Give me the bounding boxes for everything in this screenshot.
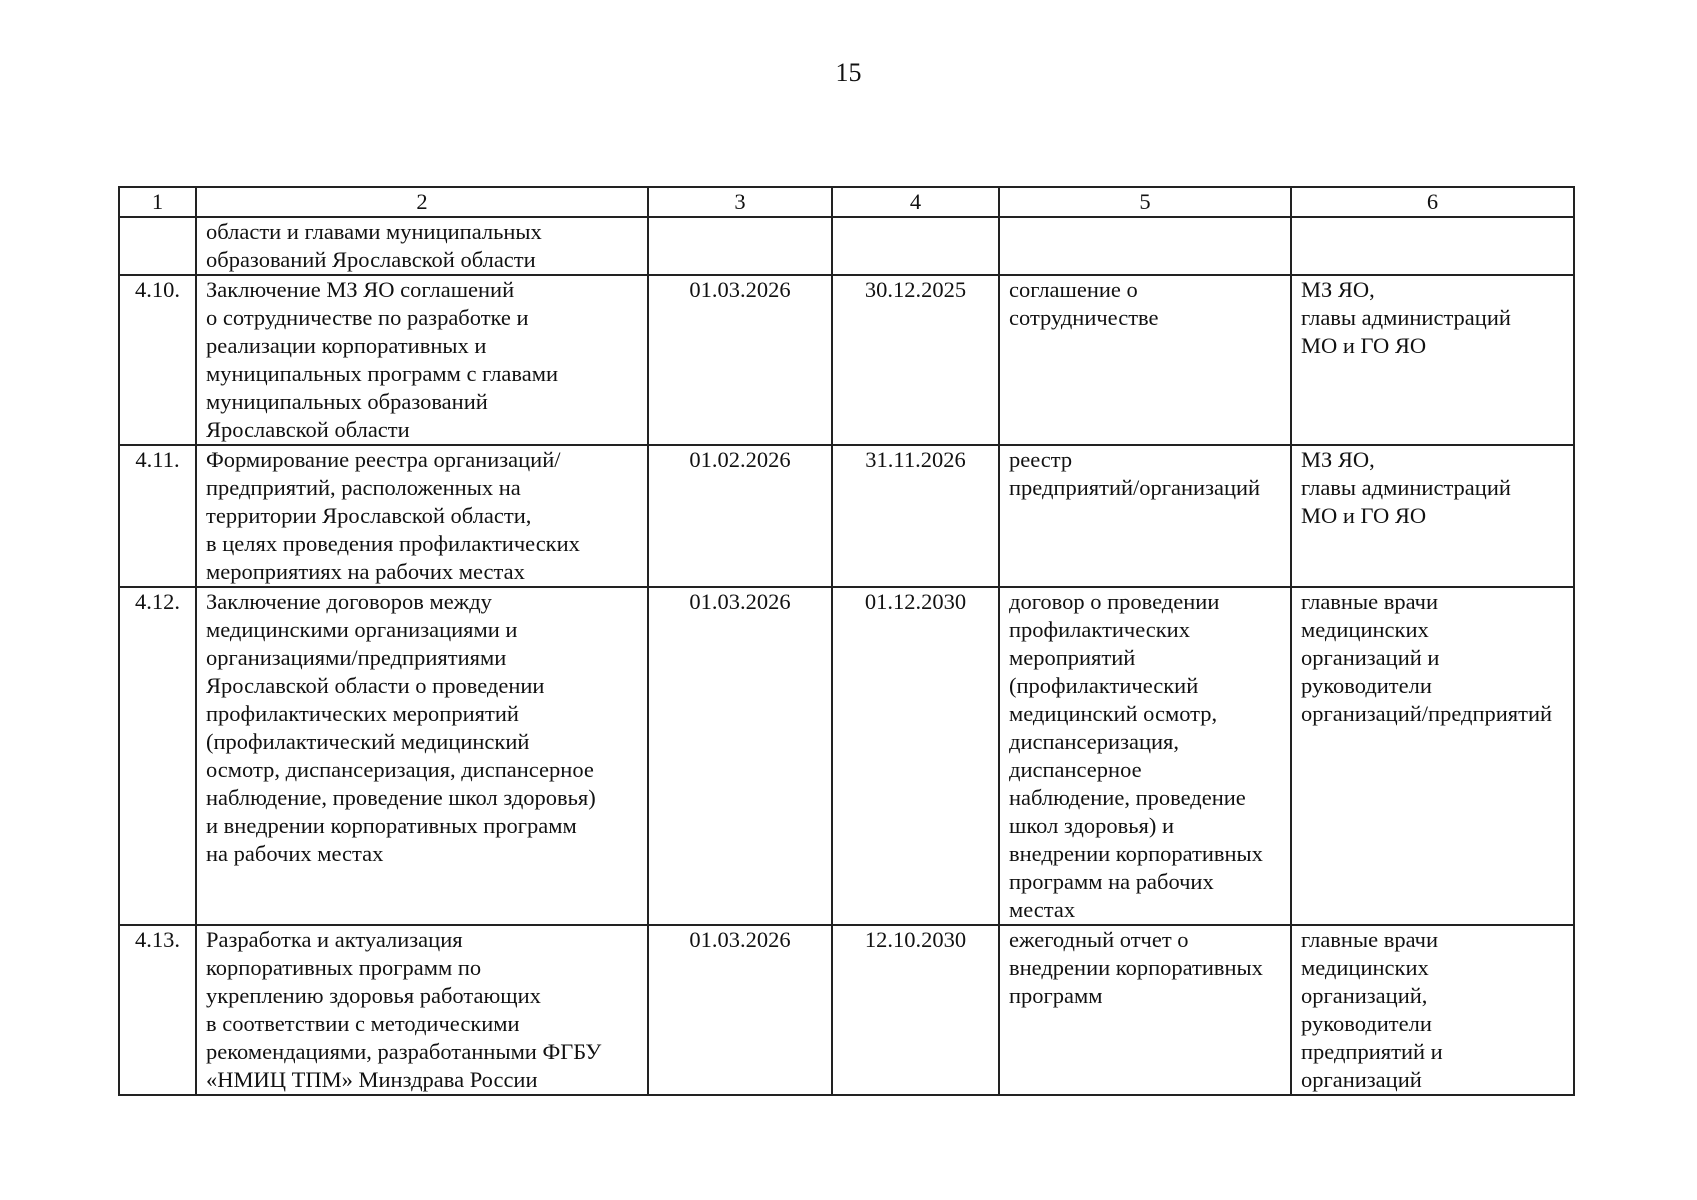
action-cell: Разработка и актуализация корпоративных программ по укреплению здоровья работающих в соответствии с методическими рекомендациями, разработанными ФГБУ «НМИЦ ТПМ» Минздрава России [196,925,648,1095]
column-number: 6 [1291,187,1574,217]
column-number: 4 [832,187,999,217]
result-cell: ежегодный отчет о внедрении корпоративных программ [999,925,1291,1095]
continuation-number-cell [119,217,196,275]
action-cell: Формирование реестра организаций/ предприятий, расположенных на территории Ярославской области, в целях проведения профилактических мероприятиях на рабочих местах [196,445,648,587]
column-number: 3 [648,187,832,217]
continuation-end-cell [832,217,999,275]
end-date-cell: 12.10.2030 [832,925,999,1095]
item-number-cell: 4.13. [119,925,196,1095]
column-number: 2 [196,187,648,217]
item-number-cell: 4.12. [119,587,196,925]
table-row [119,445,1574,587]
table-row [119,587,1574,925]
start-date-cell: 01.03.2026 [648,925,832,1095]
continuation-start-cell [648,217,832,275]
plan-table [118,186,1575,1096]
responsible-cell: главные врачи медицинских организаций, руководители предприятий и организаций [1291,925,1574,1095]
continuation-action-cell: области и главами муниципальных образований Ярославской области [196,217,648,275]
action-cell: Заключение МЗ ЯО соглашений о сотрудничестве по разработке и реализации корпоративных и муниципальных программ с главами муниципальных образований Ярославской области [196,275,648,445]
column-number: 1 [119,187,196,217]
result-cell: соглашение о сотрудничестве [999,275,1291,445]
action-cell: Заключение договоров между медицинскими организациями и организациями/предприятиями Ярославской области о проведении профилактических мероприятий (профилактический медицинский осмотр, диспансеризация, диспансерное наблюдение, проведение школ здоровья) и внедрении корпоративных программ на рабочих местах [196,587,648,925]
end-date-cell: 30.12.2025 [832,275,999,445]
item-number-cell: 4.10. [119,275,196,445]
start-date-cell: 01.03.2026 [648,275,832,445]
continuation-responsible-cell [1291,217,1574,275]
responsible-cell: МЗ ЯО, главы администраций МО и ГО ЯО [1291,275,1574,445]
start-date-cell: 01.03.2026 [648,587,832,925]
column-number-row [119,187,1574,217]
page-number: 15 [835,58,862,87]
table-row [119,925,1574,1095]
end-date-cell: 01.12.2030 [832,587,999,925]
table-row [119,275,1574,445]
column-number: 5 [999,187,1291,217]
item-number-cell: 4.11. [119,445,196,587]
result-cell: договор о проведении профилактических мероприятий (профилактический медицинский осмотр, диспансеризация, диспансерное наблюдение, проведение школ здоровья) и внедрении корпоративных программ на рабочих местах [999,587,1291,925]
end-date-cell: 31.11.2026 [832,445,999,587]
result-cell: реестр предприятий/организаций [999,445,1291,587]
start-date-cell: 01.02.2026 [648,445,832,587]
responsible-cell: главные врачи медицинских организаций и руководители организаций/предприятий [1291,587,1574,925]
continuation-result-cell [999,217,1291,275]
continuation-row [119,217,1574,275]
responsible-cell: МЗ ЯО, главы администраций МО и ГО ЯО [1291,445,1574,587]
